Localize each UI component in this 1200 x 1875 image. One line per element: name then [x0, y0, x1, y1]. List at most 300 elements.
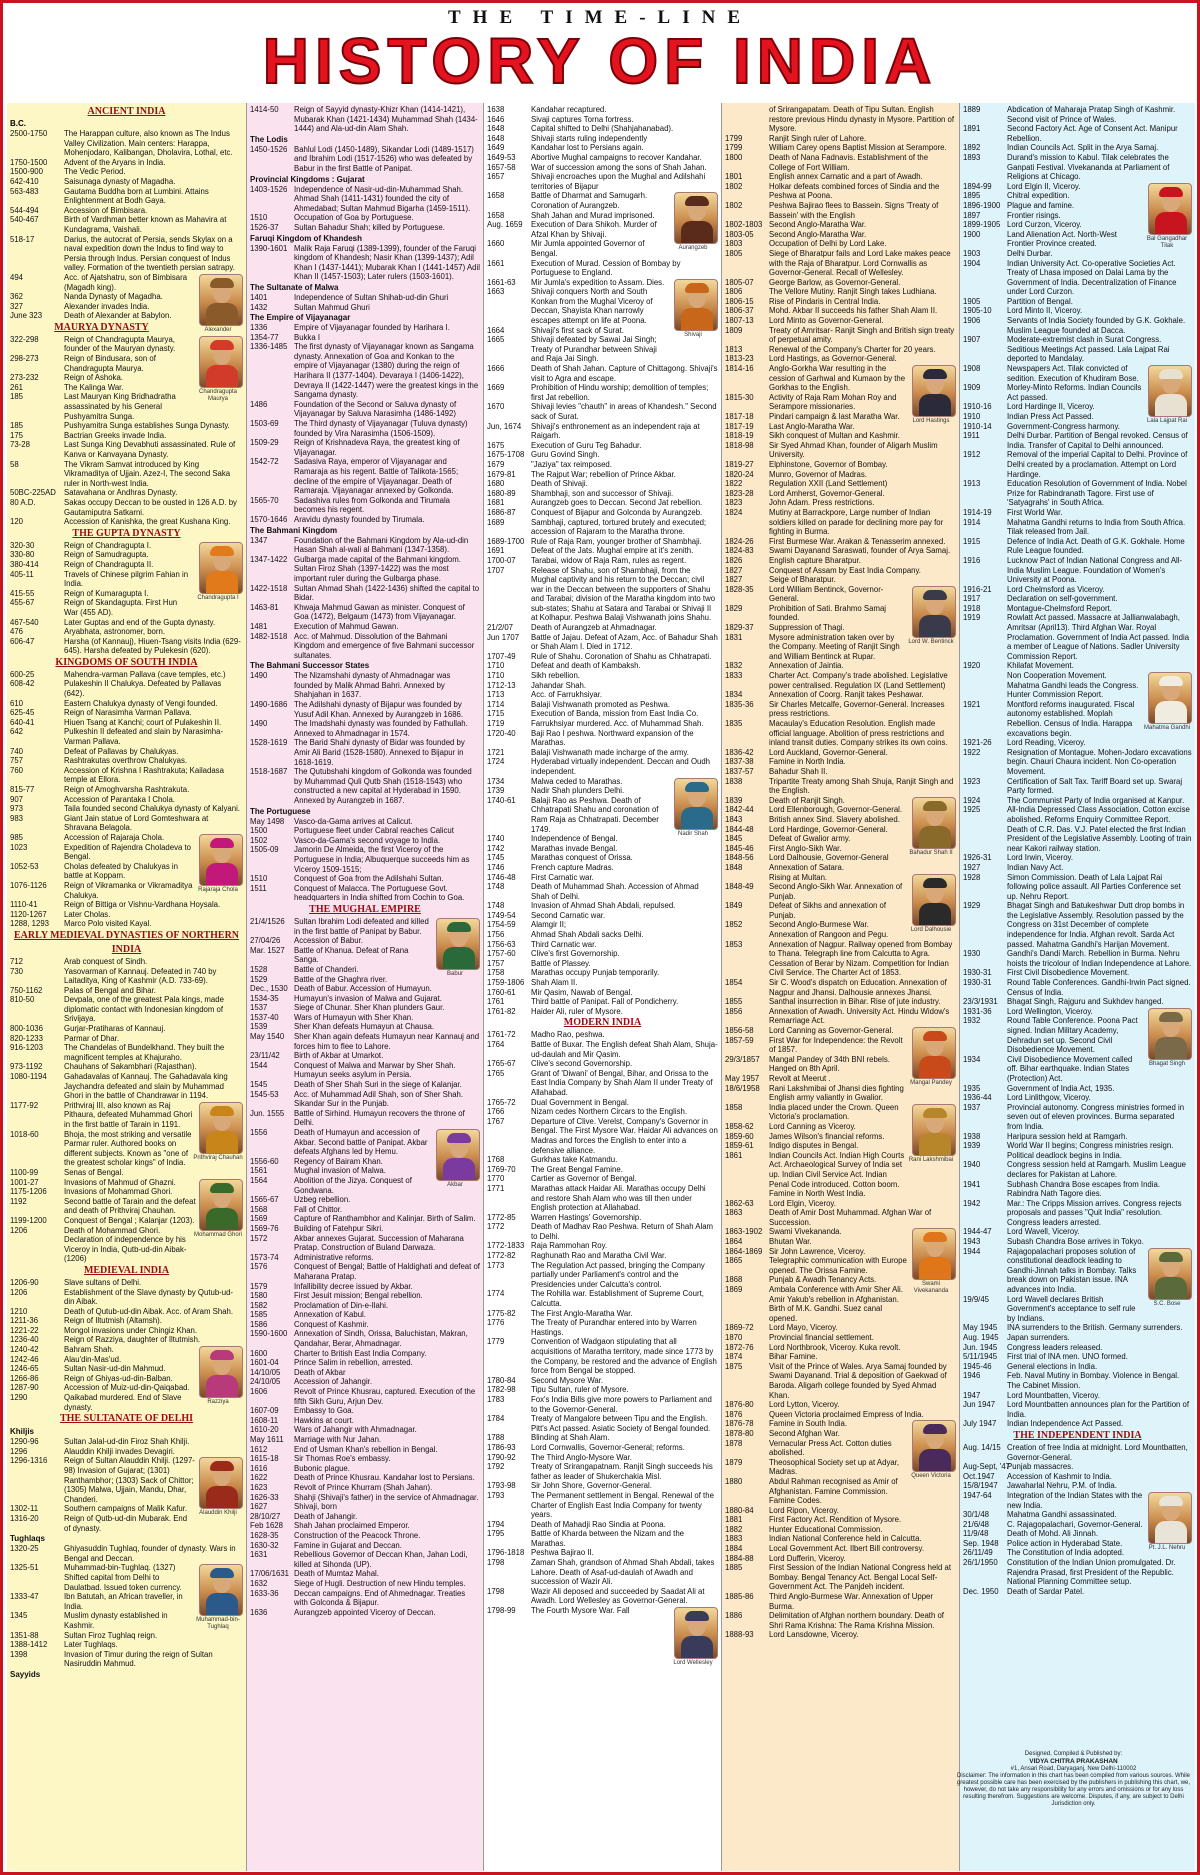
timeline-entry: [725, 633, 906, 662]
timeline-entry: [10, 206, 243, 216]
timeline-entry: [10, 541, 196, 551]
entry-text: Humayun's invasion of Malwa and Gujarat.: [294, 993, 442, 1003]
entry-text: Malik Raja Faruqi (1389-1399), founder of the Faruqi kingdom of Khandesh; Nasir Khan (1399-1437); Adil Khan I (1437-1441); Mubarak Khan I (1441-1457) Adil Khan II (1457-1503); Later rulers (1503-1601).: [294, 243, 480, 282]
entry-year: 1938: [963, 1131, 981, 1141]
entry-text: Lord Chelmsford as Viceroy.: [1007, 584, 1105, 594]
entry-year: 1837-38: [725, 757, 754, 767]
timeline-entry: [725, 585, 909, 604]
entry-text: First Session of the Indian National Congress held at Bombay. Bengal Tenancy Act. Bengal Local Self-Government Act. The Panjdeh incident.: [769, 1563, 952, 1592]
entry-year: 1922: [963, 747, 981, 757]
timeline-entry: [963, 1141, 1192, 1160]
entry-year: 1664: [487, 325, 505, 335]
timeline-entry: [725, 690, 956, 700]
entry-year: 1573-74: [250, 1252, 279, 1262]
timeline-entry: [725, 1439, 909, 1458]
entry-text: The Fourth Mysore War. Fall: [531, 1606, 630, 1616]
entry-text: Independence of Nasir-ud-din-Muhammad Shah. Ahmad Shah (1411-1431) founded the city of Ahmedabad; Sultan Mahmud Bigarha (1459-1511).: [294, 184, 471, 213]
entry-year: Jun. 1555: [250, 1108, 285, 1118]
entry-year: 1936-44: [963, 1093, 992, 1103]
timeline-entry: [10, 699, 243, 709]
entry-year: 1815-30: [725, 392, 754, 402]
entry-year: 1177-92: [10, 1100, 39, 1110]
entry-text: Sultan Ahmad Shah (1422-1436) shifted the capital to Bidar.: [294, 583, 480, 603]
entry-text: Indian Councils Act. Split in the Arya Samaj.: [1007, 143, 1159, 153]
entry-text: Warren Hastings' Governorship.: [531, 1212, 642, 1222]
entry-text: Invasion of Ahmad Shah Abdali, repulsed.: [531, 901, 676, 911]
entry-year: 1853: [725, 939, 743, 949]
timeline-entry: [250, 1483, 480, 1493]
timeline-entry: [250, 1454, 480, 1464]
era-label: B.C.: [10, 119, 26, 128]
entry-year: 1859-61: [725, 1141, 754, 1151]
timeline-entry: [487, 489, 718, 499]
entry-year: 985: [10, 832, 24, 842]
timeline-entry: [725, 757, 956, 767]
entry-year: 1786-93: [487, 1442, 516, 1452]
entry-text: Death of Mohammad Ghori. Declaration of independence by his Viceroy in India, Qutb-ud-din Aibak-(1206): [64, 1225, 187, 1264]
section-heading: MODERN INDIA: [563, 1017, 642, 1029]
entry-text: Second Anglo-Maratha War.: [769, 220, 867, 230]
entry-year: 1561: [250, 1166, 268, 1176]
timeline-entry: [10, 1168, 243, 1178]
entry-text: Chitral expedition.: [1007, 191, 1070, 201]
entry-year: 1756-63: [487, 939, 516, 949]
entry-text: Later Cholas.: [64, 909, 111, 919]
entry-text: The Qutubshahi kingdom of Golkonda was founded by Muhammad Quli Qutb Shah (1518-1543) who constructed a new capital at Hyderabad in 1590. Annexed by Aurangzeb in 1687.: [294, 767, 472, 805]
entry-text: Shivaji starts ruling independently: [531, 133, 648, 143]
entry-year: 322-298: [10, 334, 39, 344]
portrait-caption: Chandragupta I: [197, 594, 239, 601]
entry-text: The Vellore Mutiny. Ranjit Singh takes Ludhiana.: [769, 287, 937, 297]
entry-text: Chauhans of Sakambhari (Rajasthan).: [64, 1062, 197, 1072]
entry-year: 815-77: [10, 785, 35, 794]
entry-year: 1928: [963, 872, 981, 882]
entry-text: Uzbeg rebellion.: [294, 1195, 351, 1205]
entry-text: Satavahana or Andhras Dynasty.: [64, 488, 178, 498]
entry-year: 1240-42: [10, 1345, 39, 1355]
entry-year: 1796-1818: [487, 1548, 525, 1558]
entry-year: 1296: [10, 1446, 28, 1456]
timeline-entry: [250, 1569, 480, 1579]
timeline-entry: [963, 1362, 1192, 1372]
timeline-entry: [725, 1026, 909, 1036]
entry-year: 1859-60: [725, 1131, 754, 1141]
entry-year: 1545: [250, 1080, 268, 1090]
sub-heading: The Bahmani Successor States: [250, 661, 370, 671]
entry-year: 1665: [487, 335, 505, 345]
entry-text: Reign of Vikramanka or Vikramaditya Chalukya.: [64, 880, 193, 900]
portrait-image: [199, 1102, 243, 1154]
entry-year: 1805-07: [725, 277, 754, 287]
portrait-garment: [681, 308, 713, 331]
entry-year: Aug. 1945: [963, 1333, 999, 1342]
entry-text: Accession of Babur.: [294, 936, 363, 946]
entry-year: 1390-1601: [250, 243, 288, 253]
timeline-entry: [963, 364, 1145, 383]
timeline-entry: [963, 1352, 1192, 1362]
entry-year: 1893: [963, 152, 981, 162]
section-heading: THE GUPTA DYNASTY: [72, 527, 181, 539]
timeline-entry: [725, 441, 956, 460]
entry-text: Lord Ellenborough, Governor-General.: [769, 805, 903, 815]
timeline-entry: [10, 598, 193, 617]
entry-year: 1876: [725, 1409, 743, 1419]
timeline-entry: [250, 1176, 430, 1195]
timeline-entry: [725, 1199, 956, 1209]
timeline-entry: [250, 1512, 480, 1522]
entry-text: First Civil Disobedience Movement.: [1007, 968, 1130, 978]
entry-year: 1939: [963, 1141, 981, 1151]
timeline-entry: [10, 1316, 243, 1326]
timeline-entry: [250, 1589, 480, 1608]
entry-year: 27/04/26: [250, 936, 281, 946]
entry-year: Feb 1628: [250, 1521, 283, 1531]
timeline-entry: [963, 901, 1192, 949]
timeline-entry: [487, 278, 671, 288]
timeline-entry: [963, 1343, 1192, 1353]
entry-year: May 1957: [725, 1073, 760, 1083]
entry-year: 1923: [963, 776, 981, 786]
entry-text: Renewal of the Company's Charter for 20 years.: [769, 344, 936, 354]
timeline-entry: [10, 670, 243, 680]
entry-year: 640-41: [10, 717, 35, 727]
entry-year: 1800: [725, 152, 743, 162]
entry-year: 1537: [250, 1003, 268, 1013]
entry-text: Shivaji encroaches upon the Mughal and Adilshahi territories of Bijapur: [531, 172, 706, 191]
timeline-entry: [10, 1130, 193, 1168]
timeline-entry: [250, 303, 480, 313]
column-sayyids-to-mughal: [247, 103, 484, 1871]
entry-text: Accession of Kanishka, the great Kushana King.: [64, 517, 231, 527]
entry-year: May 1498: [250, 816, 285, 826]
portrait-headwear: [210, 1461, 234, 1471]
entry-year: 1630-32: [250, 1540, 279, 1550]
timeline-entry: [725, 901, 909, 920]
entry-text: Lord Hardinge II, Viceroy.: [1007, 402, 1095, 412]
entry-year: 642-410: [10, 176, 39, 186]
timeline-entry: [10, 747, 243, 757]
entry-year: 1932: [963, 1016, 981, 1026]
entry-text: Bhutan War.: [769, 1237, 812, 1247]
entry-year: 1903: [963, 248, 981, 258]
timeline-entry: [725, 498, 956, 508]
entry-text: Lord Mountbatten announces plan for the Partition of India.: [1007, 1400, 1190, 1419]
timeline-entry: [487, 623, 718, 633]
entry-year: 1806-15: [725, 296, 754, 306]
timeline-entry: [250, 965, 430, 975]
entry-text: Reign of Chandragupta Maurya, founder of the Mauryan dynasty.: [64, 334, 176, 354]
timeline-entry: [725, 297, 956, 307]
entry-year: 1288, 1293: [10, 919, 50, 929]
entry-year: Aug-Sept, '47: [963, 1462, 1011, 1472]
timeline-entry: [725, 825, 909, 835]
entry-text: Bahlul Lodi (1450-1489), Sikandar Lodi (1489-1517) and Ibrahim Lodi (1517-1526) who was defeated by Babur in the first Battle of Panipat.: [294, 144, 474, 173]
section-heading: THE MUGHAL EMPIRE: [309, 903, 421, 915]
portrait-garment: [919, 1449, 951, 1472]
entry-year: 1679: [487, 459, 505, 469]
timeline-entry: [487, 757, 718, 776]
timeline-entry: [487, 1443, 718, 1453]
entry-text: Sir C. Wood's dispatch on Education. Annexation of Nagpur and Jhansi. Dalhousie annexes Jhansi.: [769, 978, 947, 997]
entry-year: 1764: [487, 1040, 505, 1049]
portrait-headwear: [1159, 369, 1183, 379]
timeline-entry: [963, 997, 1192, 1007]
timeline-entry: [963, 1491, 1145, 1510]
timeline-entry: [250, 555, 480, 584]
timeline-entry: [963, 1323, 1192, 1333]
entry-year: May 1945: [963, 1323, 998, 1333]
entry-text: Shivaji's first sack of Surat.: [531, 325, 624, 335]
timeline-entry: [725, 1611, 956, 1630]
entry-text: Gulbarga made capital of the Bahmani kingdom. Sultan Firoz Shah (1397-1422) was the most important ruler during the Gulbarga phase.: [294, 554, 461, 583]
entry-year: 1211-36: [10, 1316, 39, 1326]
portrait-image: [1148, 365, 1192, 417]
entry-text: War of succession among the sons of Shah Jahan.: [531, 162, 707, 172]
entry-year: 563-483: [10, 186, 39, 196]
entry-text: Japan surrenders.: [1007, 1333, 1070, 1342]
entry-year: 1509-29: [250, 438, 279, 448]
entry-text: Ranjit Singh ruler of Lahore.: [769, 133, 867, 143]
entry-text: Annexation of Nagpur. Railway opened from Bombay to Thana. Telegraph line from Calcutta to Agra. Cessation of Berar by Nizam. Competition for Indian Civil Service. The Charter Act of 1853.: [769, 939, 953, 978]
timeline-entry: [725, 1036, 909, 1055]
entry-text: Aravidu dynasty founded by Tirumala.: [294, 514, 425, 524]
timeline-entry: [963, 220, 1145, 230]
timeline-entry: [250, 105, 480, 134]
timeline-entry: [487, 1558, 718, 1587]
timeline-entry: [725, 479, 956, 489]
portrait-caption: Babur: [446, 970, 463, 977]
timeline-entry: [725, 1554, 956, 1564]
entry-year: 1824-26: [725, 536, 754, 546]
entry-year: 1895: [963, 191, 981, 201]
entry-text: Rashtrakutas overthrow Chalukyas.: [64, 756, 188, 766]
timeline-entry: [487, 1529, 718, 1548]
entry-year: 1839: [725, 795, 743, 805]
entry-text: First World War.: [1007, 507, 1063, 517]
entry-year: 476: [10, 627, 24, 637]
portrait-caption: Nadir Shah: [677, 830, 709, 837]
entry-year: 1849: [725, 901, 743, 911]
timeline-entry: [487, 1587, 718, 1606]
entry-year: 1836-42: [725, 747, 754, 757]
entry-text: Reign of Chandragupta II.: [64, 559, 154, 569]
entry-year: 1940: [963, 1160, 981, 1170]
entry-text: Annexation of Awadh. University Act. Hindu Widow's Remarriage Act.: [769, 1006, 950, 1026]
entry-text: Prithviraj III, also known as Raj Pithaura, defeated Muhammad Ghori in the first battle of Tarain in 1191.: [64, 1100, 193, 1129]
entry-text: Eastern Chalukya dynasty of Vengi founded.: [64, 698, 218, 708]
entry-text: Lord Mountbatten, Viceroy.: [1007, 1390, 1100, 1400]
entry-text: Shivaji defeated by Sawai Jai Singh; Treaty of Purandhar between Shivaji and Raja Jai Singh.: [531, 335, 657, 364]
entry-year: 1884: [725, 1544, 743, 1554]
timeline-entry: [963, 182, 1145, 192]
portrait-garment: [1155, 1521, 1187, 1544]
entry-text: Lord Elgin II, Viceroy.: [1007, 181, 1081, 191]
entry-text: Revolt at Meerut .: [769, 1073, 831, 1083]
timeline-entry: [963, 153, 1192, 182]
timeline-entry: [487, 172, 718, 191]
timeline-entry: [10, 1024, 243, 1034]
poster-header: [3, 3, 1197, 99]
timeline-entry: [963, 1520, 1145, 1530]
timeline-entry: [725, 853, 906, 863]
timeline-entry: [963, 863, 1192, 873]
timeline-entry: [725, 882, 909, 901]
portrait-caption: Aurangzeb: [678, 245, 708, 252]
entry-text: Alau'din-Mas'ud.: [64, 1354, 122, 1364]
entry-text: Infallibility decree issued by Akbar.: [294, 1281, 413, 1291]
timeline-entry: [487, 134, 718, 144]
portrait-garment: [206, 1375, 238, 1398]
entry-text: Bihar Famine.: [769, 1352, 818, 1362]
entry-text: Cholas defeated by Chalukyas in battle at Koppam.: [64, 861, 178, 881]
entry-year: 1691: [487, 546, 505, 556]
entry-year: 1679-81: [487, 469, 516, 479]
entry-text: Death of Qutub-ud-din Aibak. Acc. of Aram Shah.: [64, 1306, 234, 1316]
timeline-entry: [10, 1345, 196, 1355]
entry-text: Shivaji conquers North and South Konkan from the Mughal Viceroy of Deccan, Shayista Khan narrowly escapes attempt on life at Poona.: [531, 287, 653, 326]
entry-year: 1843: [725, 814, 743, 824]
entry-year: 1906: [963, 316, 981, 326]
timeline-entry: [487, 633, 718, 652]
timeline-entry: [10, 1393, 193, 1412]
timeline-entry: [10, 1611, 193, 1630]
entry-text: Santhal insurrection in Bihar. Rise of jute industry.: [769, 997, 941, 1007]
timeline-entry: [250, 836, 480, 846]
timeline-entry: [10, 804, 243, 814]
timeline-entry: [963, 1093, 1192, 1103]
timeline-entry: [725, 306, 956, 316]
timeline-entry: [487, 652, 718, 662]
portrait-caption: Lord Hastings: [912, 418, 950, 425]
timeline-entry: [963, 1558, 1192, 1587]
timeline-entry: [725, 326, 956, 345]
entry-year: 1845-46: [725, 843, 754, 853]
entry-text: Accession of Bimbisara.: [64, 205, 148, 215]
timeline-entry: [250, 884, 480, 903]
entry-year: Oct.1947: [963, 1471, 995, 1481]
entry-text: Provincial financial settlement.: [769, 1333, 874, 1342]
entry-text: Harsha (of Kannauj), Hiuen-Tsang visits India (629-645). Harsha defeated by Pulekesin (620).: [64, 636, 241, 656]
entry-year: 1772-85: [487, 1212, 516, 1222]
entry-text: Annexation of Coorg. Ranjit takes Peshawar.: [769, 690, 924, 700]
entry-text: Second Factory Act. Age of Consent Act. Manipur Rebellion.: [1007, 124, 1178, 143]
portrait-image: [912, 1027, 956, 1079]
timeline-entry: [10, 814, 243, 833]
entry-year: 606-47: [10, 636, 35, 646]
timeline-entry: [250, 1291, 480, 1301]
timeline-entry: [725, 1084, 906, 1103]
timeline-entry: [10, 1456, 196, 1504]
timeline-entry: [963, 556, 1192, 585]
timeline-entry: [963, 748, 1192, 777]
sub-heading: The Bahmani Kingdom: [250, 525, 338, 535]
entry-year: 17/06/1631: [250, 1569, 290, 1579]
entry-text: Sadashiva rules from Golkonda and Tirumala becomes his regent.: [294, 495, 451, 515]
entry-year: 1910: [963, 412, 981, 421]
timeline-entry: [725, 1419, 909, 1429]
entry-year: 330-80: [10, 550, 35, 560]
entry-year: 1761-82: [487, 1006, 516, 1016]
entry-year: 1934: [963, 1054, 981, 1064]
timeline-entry: [250, 1234, 480, 1253]
timeline-entry: [250, 213, 480, 223]
entry-text: Farrukhsiyar murdered. Acc. of Muhammad Shah.: [531, 719, 704, 728]
entry-text: Raja Rammohan Roy.: [531, 1241, 608, 1251]
entry-year: 1700-07: [487, 555, 516, 565]
entry-text: Qaikabad murdered. End of Slave dynasty.: [64, 1393, 182, 1412]
entry-year: 26/1/1950: [963, 1558, 998, 1568]
entry-text: Empire of Vijayanagar founded by Harihara I.: [294, 323, 450, 333]
entry-text: The Kalinga War.: [64, 382, 124, 392]
entry-text: Defeat of Sikhs and annexation of Punjab.: [769, 901, 887, 920]
entry-year: 1773: [487, 1260, 505, 1270]
entry-year: 1831: [725, 632, 743, 642]
portrait-image: [199, 1179, 243, 1231]
timeline-entry: [10, 373, 196, 383]
timeline-entry: [10, 1197, 196, 1216]
portrait-caption: Bahadur Shah II: [909, 849, 953, 856]
portrait-caption: Bal Gangadhar Tilak: [1146, 235, 1188, 249]
entry-text: The Great Bengal Famine.: [531, 1164, 623, 1174]
entry-year: 1904: [963, 258, 981, 268]
portrait-headwear: [1159, 1012, 1183, 1022]
portrait-garment: [1155, 1037, 1187, 1060]
entry-text: Blinding at Shah Alam.: [531, 1433, 610, 1443]
entry-year: 1911: [963, 431, 980, 441]
entry-text: Siege of Bharatpur fails and Lord Lake makes peace with the Raja of Bharatpur. Lord Cornwallis as Governor-General. Recall of Wellesley.: [769, 248, 951, 278]
portrait-garment: [919, 1257, 951, 1280]
portrait-caption: Muhammad-bin-Tughlaq: [196, 1617, 240, 1631]
timeline-entry: [250, 244, 480, 282]
entry-year: 1432: [250, 302, 268, 312]
timeline-entry: [725, 700, 956, 719]
portrait-garment: [206, 1486, 238, 1509]
timeline-entry: [10, 862, 196, 881]
entry-year: 1914: [963, 517, 981, 527]
entry-year: 1422-1518: [250, 583, 288, 593]
entry-text: Execution of Guru Teg Bahadur.: [531, 440, 642, 450]
entry-year: 1782-98: [487, 1385, 516, 1395]
entry-year: Aug. 1659: [487, 220, 523, 230]
entry-text: Death of Madhav Rao Peshwa. Return of Shah Alam to Delhi.: [531, 1222, 714, 1241]
timeline-entry: [487, 1007, 718, 1017]
timeline-entry: [487, 834, 668, 844]
portrait-caption: Lala Lajpat Rai: [1146, 418, 1188, 425]
timeline-entry: [10, 708, 243, 718]
entry-year: 1748: [487, 901, 505, 911]
timeline-entry: [10, 311, 196, 321]
entry-year: Jun 1707: [487, 632, 520, 642]
entry-year: 1869-72: [725, 1323, 754, 1333]
entry-text: Death of Shah Jahan. Capture of Chittagong. Shivaji's visit to Agra and escape.: [531, 364, 718, 383]
entry-year: 1916: [963, 555, 981, 565]
entry-year: 1886: [725, 1611, 743, 1621]
sub-heading: The Sultanate of Malwa: [250, 282, 339, 292]
entry-text: Subhash Chandra Bose escapes from India. Rabindra Nath Tagore dies.: [1007, 1179, 1160, 1199]
entry-year: 1806-37: [725, 306, 754, 316]
entry-text: Gurkhas take Katmandu.: [531, 1155, 618, 1165]
entry-text: Government of India Act, 1935.: [1007, 1083, 1115, 1093]
portrait-headwear: [685, 283, 709, 293]
entry-text: Montague-Chelmsford Report.: [1007, 603, 1112, 613]
entry-text: Hawkins at court.: [294, 1415, 354, 1425]
entry-year: 1627: [250, 1502, 268, 1512]
entry-year: 1354-77: [250, 332, 279, 342]
entry-year: 1888-93: [725, 1630, 754, 1640]
portrait-caption: Swami Vivekananda: [913, 1281, 949, 1295]
timeline-entry: [487, 470, 718, 480]
timeline-entry: [487, 508, 718, 518]
